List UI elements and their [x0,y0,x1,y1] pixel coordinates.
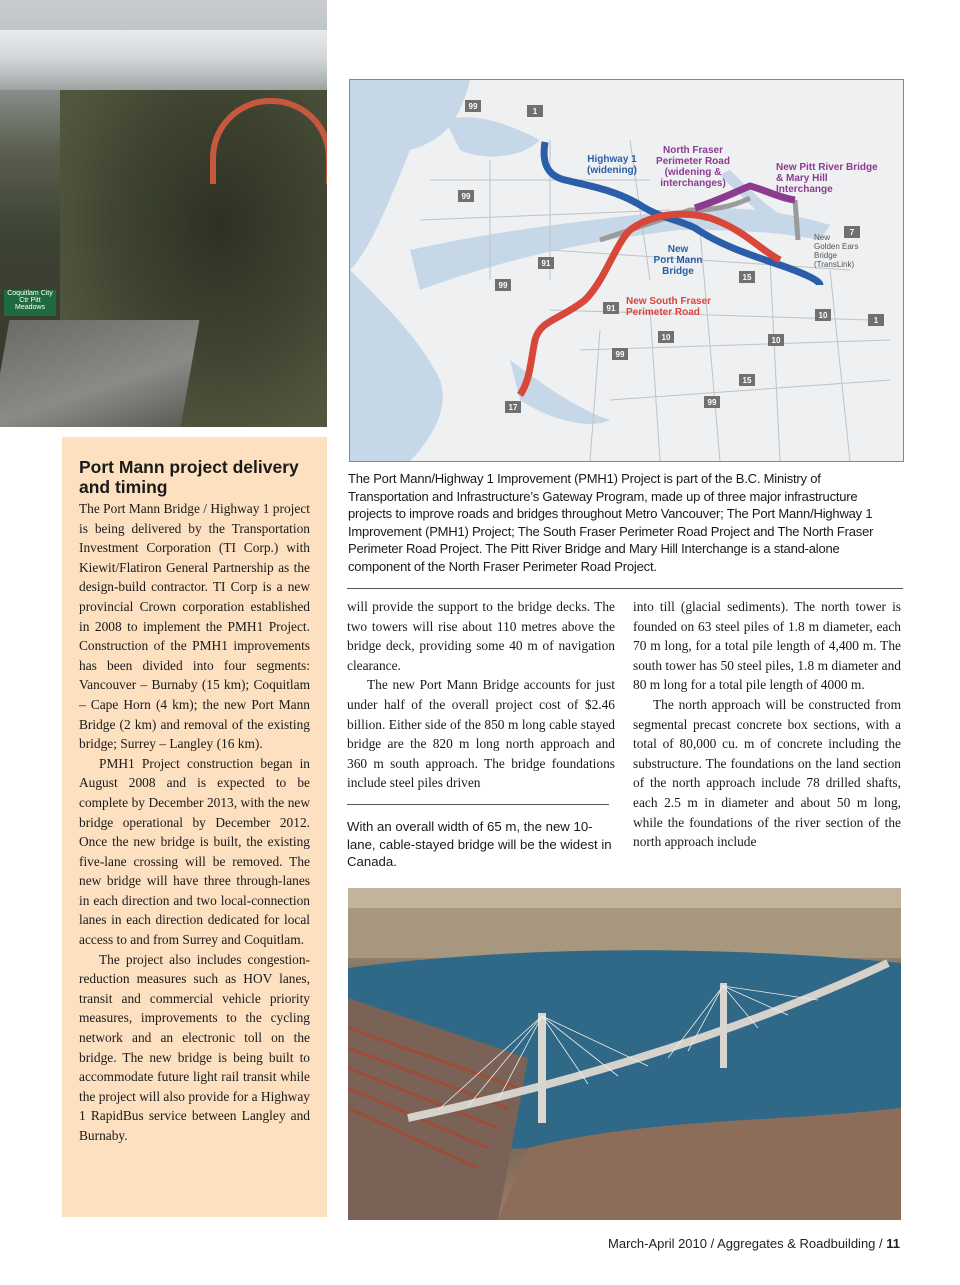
map-shield: 91 [541,259,551,268]
sidebar-paragraph: PMH1 Project construction began in August 2008 and is expected to be complete by December 2013, with the new bridge operational by December 2012. Once the new bridge is built, the existing five-lane crossing will be removed. The new bridge will have three through-lanes in each direction and two local-connection lanes in each direction dedicated for local access to and from Surrey and Coquitlam. [79,755,310,948]
label-golden: Golden Ears [814,242,859,251]
map-shield: 1 [532,107,538,116]
bridge-rendering-svg [348,888,901,1220]
label-nfpr: Perimeter Road [656,156,730,167]
label-nfpr: North Fraser [662,145,724,156]
map-shield: 99 [615,350,625,359]
label-portmann: Port Mann [653,255,703,266]
map-shield: 10 [818,311,828,320]
highway-sign: Coquitlam City Ctr Pitt Meadows [4,290,56,316]
article-paragraph: will provide the support to the bridge decks. The two towers will rise about 110 metres above the bridge deck, providing some 40 m of navigation clearance. [347,599,615,673]
map-shield: 17 [508,403,518,412]
map-svg [350,80,903,461]
caption-divider [347,588,903,589]
map-shield: 1 [873,316,879,325]
map-shield: 10 [771,336,781,345]
label-golden: (TransLink) [814,260,855,269]
label-portmann: Bridge [662,266,694,277]
map-shield: 99 [468,102,478,111]
label-nfpr: interchanges) [660,178,726,189]
page-number: 11 [886,1236,900,1251]
article-paragraph: into till (glacial sediments). The north tower is founded on 63 steel piles of 1.8 m diameter, each 70 m long, for a total pile length of 4,400 m. The south tower has 50 steel piles, 1.8 m diameter and 80 m long for a total pile length of 4000 m. [633,599,901,693]
pull-caption: With an overall width of 65 m, the new 10-lane, cable-stayed bridge will be the widest in Canada. [347,819,612,870]
label-hwy1: Highway 1 [587,154,637,165]
fog-layer [0,30,327,90]
label-pitt: Interchange [776,184,833,195]
sidebar-body [79,499,310,1146]
label-sfpr: New South Fraser [626,296,712,307]
map-shield: 99 [498,281,508,290]
map-shield: 99 [707,398,717,407]
article-column-3 [633,597,901,852]
map-caption: The Port Mann/Highway 1 Improvement (PMH1) Project is part of the B.C. Ministry of Transportation and Infrastructure’s Gateway Program, made up of three major infrastructure projects to improve roads and bridges throughout Metro Vancouver; The Port Mann/Highway 1 Improvement (PMH1) Project; The South Fraser Perimeter Road Project and The North Fraser Perimeter Road Project. The Pitt River Bridge and Mary Hill Interchange is a stand-alone component of the North Fraser Perimeter Road Project. [348,471,874,574]
label-pitt: & Mary Hill [776,173,828,184]
article-paragraph: The north approach will be constructed from segmental precast concrete box sections, with a total of 80,000 cu. m of concrete including the substructure. The foundations on the land section of the north approach include 78 drilled shafts, each 2.5 m in diameter and about 50 m long, while the foundations of the river section of the north approach include [633,696,901,850]
map-shield: 15 [742,273,752,282]
map-shield: 15 [742,376,752,385]
sidebar-title: Port Mann project delivery and timing [79,457,299,497]
article-paragraph: The new Port Mann Bridge accounts for just under half of the overall project cost of $2.46 billion. Either side of the 850 m long cable stayed bridge are the 820 m long north approach and 360 m south approach. The bridge foundations include steel piles driven [347,677,615,791]
label-golden: Bridge [814,251,838,260]
bridge-tower-north [538,1013,546,1123]
label-portmann: New [667,244,689,255]
footer-issue: March-April 2010 / Aggregates & Roadbuilding / [608,1236,883,1251]
map-shield: 91 [606,304,616,313]
map-shield: 10 [661,333,671,342]
highway-road [0,320,199,427]
article-column-2 [347,597,615,793]
sidebar-box [62,437,327,1217]
bridge-rendering-photo [348,888,901,1220]
page-footer [608,1236,900,1251]
map-shield: 7 [849,228,855,237]
label-sfpr: Perimeter Road [626,307,700,318]
highway-traffic-photo [0,0,327,427]
label-golden: New [814,233,831,242]
sidebar-paragraph: The Port Mann Bridge / Highway 1 project is being delivered by the Transportation Investment Corporation (TI Corp.) with Kiewit/Flatiron General Partnership as the design-build contractor. TI Corp is a new provincial Crown corporation established in 2008 to implement the PMH1 Project. Construction of the PMH1 improvements has been divided into four segments: Vancouver – Burnaby (15 km); Coquitlam – Cape Horn (4 km); the new Port Mann Bridge (2 km) and removal of the existing bridge; Surrey – Langley (16 km). [79,501,310,752]
label-hwy1: (widening) [587,165,637,176]
bridge-tower-south [720,983,727,1068]
pull-caption-divider [347,804,609,805]
sidebar-paragraph: The project also includes congestion-reduction measures such as HOV lanes, transit and commercial vehicle priority measures, improvements to the cycling network and an electronic toll on the bridge. The new bridge is being built to accommodate future light rail transit while the project will also provide for a Highway 1 RapidBus service between Langley and Burnaby. [79,951,310,1143]
label-nfpr: (widening & [664,167,722,178]
project-map [349,79,904,462]
map-shield: 99 [461,192,471,201]
label-pitt: New Pitt River Bridge [776,162,878,173]
